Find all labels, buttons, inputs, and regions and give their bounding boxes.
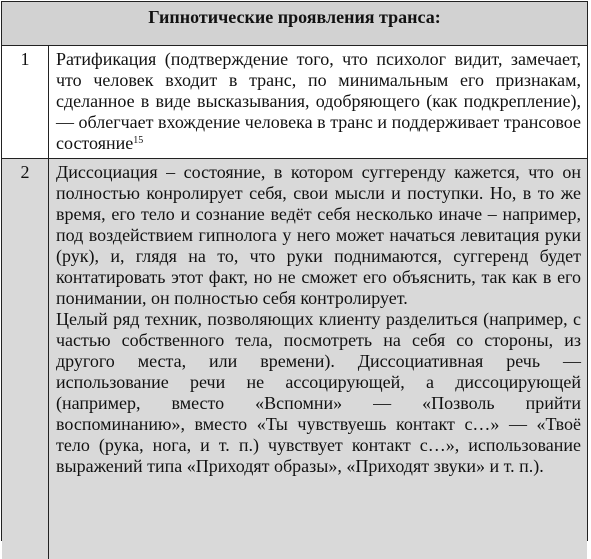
ratification-text: Ратификация (подтверждение того, что психолог видит, замечает, что человек входит в транс, по минимальным его признакам, сделанное в виде высказывания, одобряющего (как подкрепление), — облегчает вхождение человека в транс и поддерживает трансовое состояние [56, 49, 581, 153]
row-number: 1 [2, 46, 49, 158]
trance-manifestations-table [1, 1, 588, 541]
row-text-dissociation [56, 162, 581, 477]
table-row [2, 159, 587, 559]
dissociation-techniques-paragraph: Целый ряд техник, позволяющих клиенту разделиться (например, с частью собственного тела, посмотреть на себя со стороны, из другого места, или времени). Диссоциативная речь — использование речи не ассоцирующей, а диссоцирующей (например, вместо «Вспомни» — «Позволь прийти воспоминанию», вместо «Ты чувствуешь контакт с…» — «Твоё тело (рука, нога, и т. п.) чувствует контакт с…», использование выражений типа «Приходят образы», «Приходят звуки» и т. п.). [56, 309, 581, 476]
row-text-ratification [56, 49, 581, 154]
footnote-marker: 15 [133, 135, 144, 146]
table-title: Гипнотические проявления транса: [2, 2, 587, 46]
dissociation-paragraph: Диссоциация – состояние, в котором суггеренду кажется, что он полностью конролирует себя, свои мысли и поступки. Но, в то же время, его тело и сознание ведёт себя несколько иначе – например, под воздействием гипнолога у него может начаться левитация руки (рук), и, глядя на то, что руки поднимаются, суггеренд будет контатировать этот факт, но не сможет его объяснить, так как в его понимании, он полностью себя контролирует. [56, 162, 581, 308]
table-row [2, 46, 587, 159]
row-number: 2 [2, 159, 49, 559]
